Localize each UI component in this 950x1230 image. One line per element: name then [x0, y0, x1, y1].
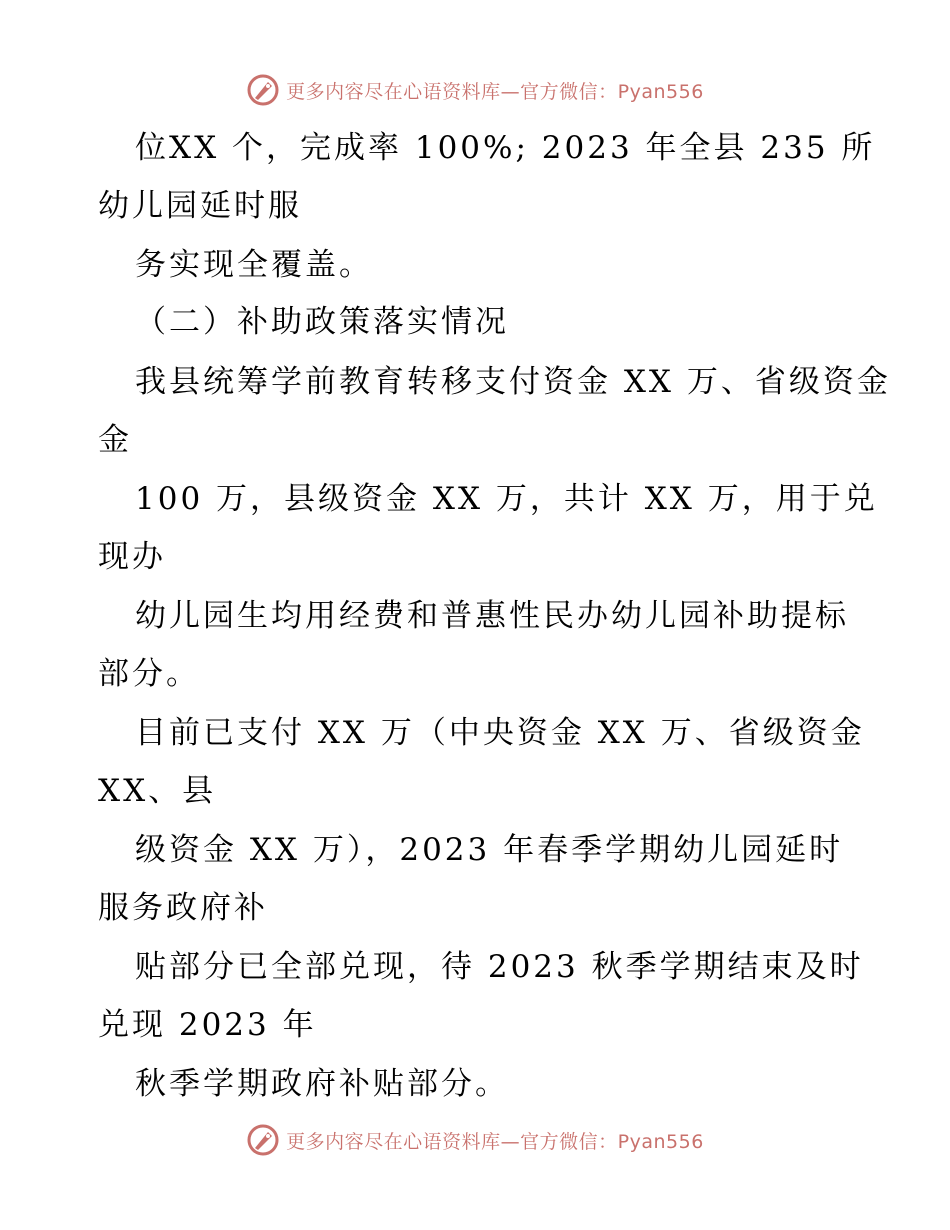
text-line: 服务政府补 — [98, 890, 268, 926]
text-line: 位XX 个，完成率 100%; 2023 年全县 235 所 — [135, 130, 876, 166]
text-line: 兑现 2023 年 — [98, 1007, 317, 1043]
text-line: 秋季学期政府补贴部分。 — [135, 1066, 509, 1102]
text-line: 贴部分已全部兑现，待 2023 秋季学期结束及时 — [135, 949, 864, 985]
text-line: 部分。 — [98, 656, 200, 692]
text-line: 金 — [98, 422, 132, 458]
text-line: 现办 — [98, 539, 166, 575]
footer-watermark — [0, 1122, 950, 1158]
header-watermark — [0, 72, 950, 108]
pen-nib-logo-icon — [246, 73, 280, 107]
text-line: XX、县 — [98, 773, 217, 809]
watermark-text: 更多内容尽在心语资料库—官方微信：Pyan556 — [286, 1130, 704, 1153]
text-line: 务实现全覆盖。 — [135, 247, 373, 283]
text-line: 级资金 XX 万），2023 年春季学期幼儿园延时 — [135, 832, 844, 868]
text-line: 幼儿园延时服 — [98, 188, 302, 224]
pen-nib-logo-icon — [246, 1123, 280, 1157]
text-line: 目前已支付 XX 万（中央资金 XX 万、省级资金 — [135, 715, 865, 751]
section-heading: （二）补助政策落实情况 — [135, 304, 509, 340]
text-line: 100 万，县级资金 XX 万，共计 XX 万，用于兑 — [135, 481, 878, 517]
text-line: 幼儿园生均用经费和普惠性民办幼儿园补助提标 — [135, 598, 849, 634]
watermark-text: 更多内容尽在心语资料库—官方微信：Pyan556 — [286, 80, 704, 103]
text-line: 我县统筹学前教育转移支付资金 XX 万、省级资金 — [135, 364, 891, 400]
